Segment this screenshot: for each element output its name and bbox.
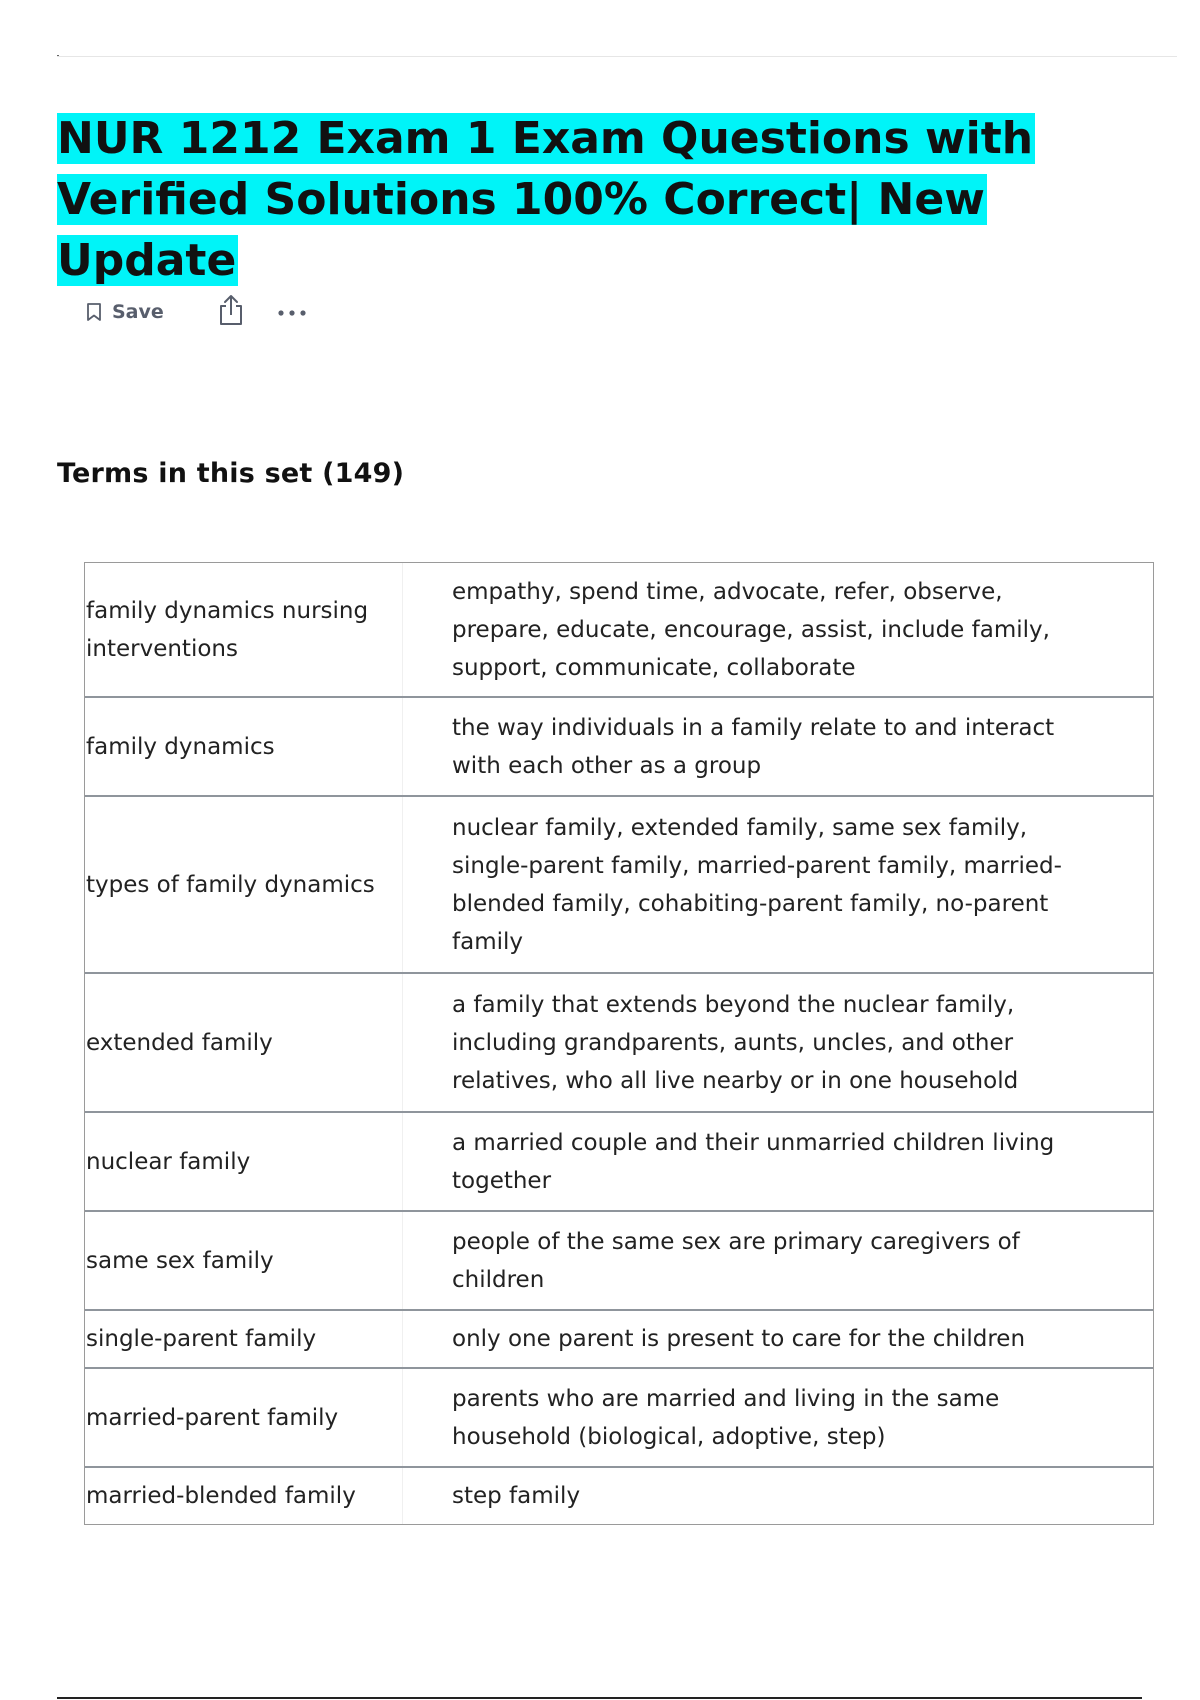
share-button[interactable] [216,293,246,331]
more-options-button[interactable] [276,303,308,322]
term-row [85,1466,1153,1524]
definition-cell: step family [452,1483,581,1509]
term-cell: same sex family [85,1212,403,1309]
term-row [85,795,1153,972]
top-divider [57,56,1177,57]
term-cell: single-parent family [85,1311,403,1367]
term-row [85,1210,1153,1309]
term-cell: family dynamics nursing interventions [85,563,403,696]
definition-cell: a married couple and their unmarried children living together [452,1129,1055,1194]
term-cell: married-parent family [85,1369,403,1466]
action-bar [86,292,308,332]
term-cell: nuclear family [85,1113,403,1210]
definition-cell: the way individuals in a family relate to and interact with each other as a group [452,714,1055,779]
share-icon [216,293,246,331]
page-title-highlight: NUR 1212 Exam 1 Exam Questions with Verified Solutions 100% Correct| New Update [57,113,1034,286]
definition-cell: empathy, spend time, advocate, refer, observe, prepare, educate, encourage, assist, include family, support, communicate, collaborate [452,578,1050,681]
term-row [85,1309,1153,1367]
save-button[interactable] [86,301,164,323]
definition-cell: only one parent is present to care for the children [452,1326,1026,1352]
term-row [85,1367,1153,1466]
term-cell: family dynamics [85,698,403,795]
term-row [85,696,1153,795]
term-row [85,1111,1153,1210]
definition-cell: people of the same sex are primary caregivers of children [452,1228,1020,1293]
bookmark-icon [86,302,102,322]
term-row [85,972,1153,1111]
terms-heading: Terms in this set (149) [57,458,405,489]
definition-cell: nuclear family, extended family, same sex family, single-parent family, married-parent family, married-blended family, cohabiting-parent family, no-parent family [452,814,1062,955]
bottom-divider [57,1697,1142,1699]
page-title [57,108,1167,291]
term-cell: married-blended family [85,1468,403,1524]
definition-cell: a family that extends beyond the nuclear family, including grandparents, aunts, uncles, and other relatives, who all live nearby or in one household [452,991,1019,1094]
more-options-icon [276,303,308,322]
definition-cell: parents who are married and living in the same household (biological, adoptive, step) [452,1385,1000,1450]
save-label: Save [112,301,164,323]
term-row [85,563,1153,696]
terms-table [84,562,1154,1525]
term-cell: types of family dynamics [85,797,403,972]
term-cell: extended family [85,974,403,1111]
